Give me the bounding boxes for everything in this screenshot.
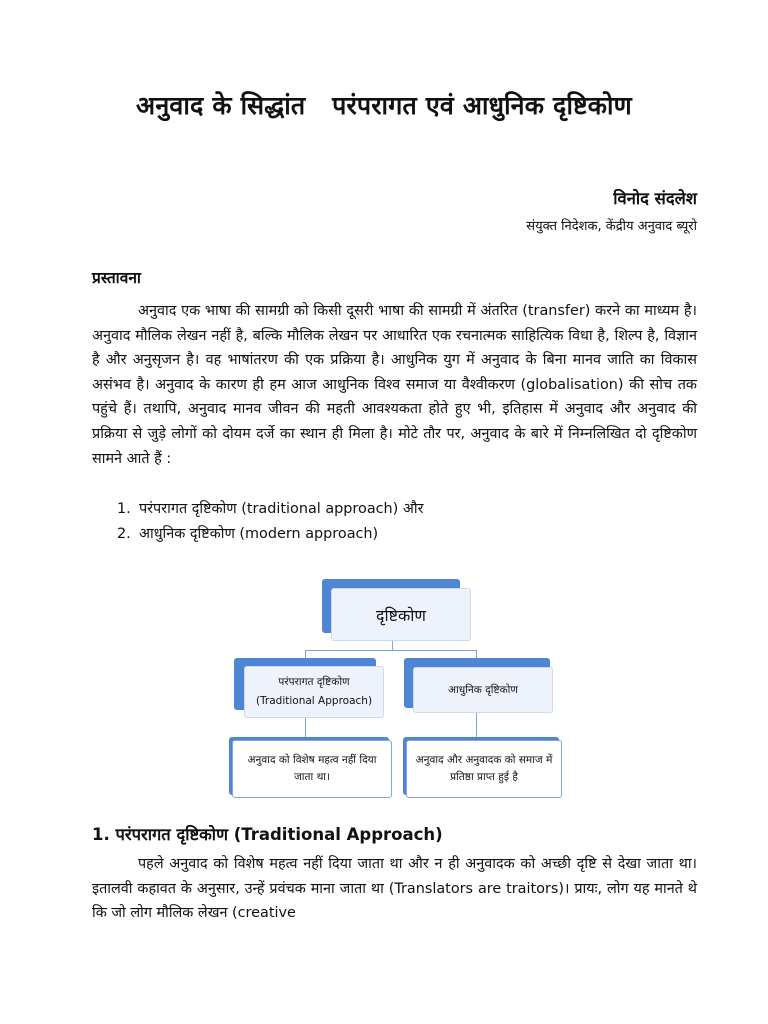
connector-line xyxy=(476,712,477,738)
author-designation: संयुक्त निदेशक, केंद्रीय अनुवाद ब्यूरो xyxy=(526,219,697,234)
right-node-title: आधुनिक दृष्टिकोण xyxy=(413,667,553,713)
list-item xyxy=(117,497,423,522)
list-text: आधुनिक दृष्टिकोण (modern approach) xyxy=(139,526,379,542)
intro-heading: प्रस्तावना xyxy=(92,269,141,287)
list-item xyxy=(117,522,423,547)
intro-paragraph: अनुवाद एक भाषा की सामग्री को किसी दूसरी भाषा की सामग्री में अंतरित (transfer) करने का माध्यम है। अनुवाद मौलिक लेखन नहीं है, बल्कि मौलिक लेखन पर आधारित एक रचनात्मक साहित्यिक विधा है, शिल्प है, विज्ञान है और अनुसृजन है। वह भाषांतरण की एक प्रक्रिया है। आधुनिक युग में अनुवाद के बिना मानव जाति का विकास असंभव है। अनुवाद के कारण ही हम आज आधुनिक विश्व समाज या वैश्वीकरण (globalisation) की सोच तक पहुंचे हैं। तथापि, अनुवाद मानव जीवन की महती आवश्यकता होते हुए भी, इतिहास में अनुवाद और अनुवाद की प्रक्रिया से जुड़े लोगों को दोयम दर्जे का स्थान ही मिला है। मोटे तौर पर, अनुवाद के बारे में निम्नलिखित दो दृष्टिकोण सामने आते हैं : xyxy=(92,303,697,467)
document-title: अनुवाद के सिद्धांत परंपरागत एवं आधुनिक दृष्टिकोण xyxy=(136,91,632,120)
connector-line xyxy=(305,716,306,738)
right-leaf-node: अनुवाद और अनुवादक को समाज में प्रतिष्ठा प्राप्त हुई है xyxy=(406,740,562,798)
section-paragraph: पहले अनुवाद को विशेष महत्व नहीं दिया जाता था और न ही अनुवादक को अच्छी दृष्टि से देखा जाता था। इतालवी कहावत के अनुसार, उन्हें प्रवंचक माना जाता था (Translators are traitors)। प्रायः, लोग यह मानते थे कि जो लोग मौलिक लेखन (creative xyxy=(92,856,697,922)
left-node-title: परंपरागत दृष्टिकोण xyxy=(278,676,350,688)
connector-line xyxy=(305,650,477,651)
left-leaf-node: अनुवाद को विशेष महत्व नहीं दिया जाता था। xyxy=(232,740,392,798)
list-text: परंपरागत दृष्टिकोण (traditional approach) और xyxy=(139,501,424,517)
list-number: 2. xyxy=(117,526,131,542)
left-node-subtitle: (Traditional Approach) xyxy=(255,695,373,707)
section-heading: 1. परंपरागत दृष्टिकोण (Traditional Approach) xyxy=(92,825,443,844)
approach-list xyxy=(117,497,423,547)
root-label: दृष्टिकोण xyxy=(331,588,471,641)
author-name: विनोद संदलेश xyxy=(613,189,697,208)
list-number: 1. xyxy=(117,501,131,517)
